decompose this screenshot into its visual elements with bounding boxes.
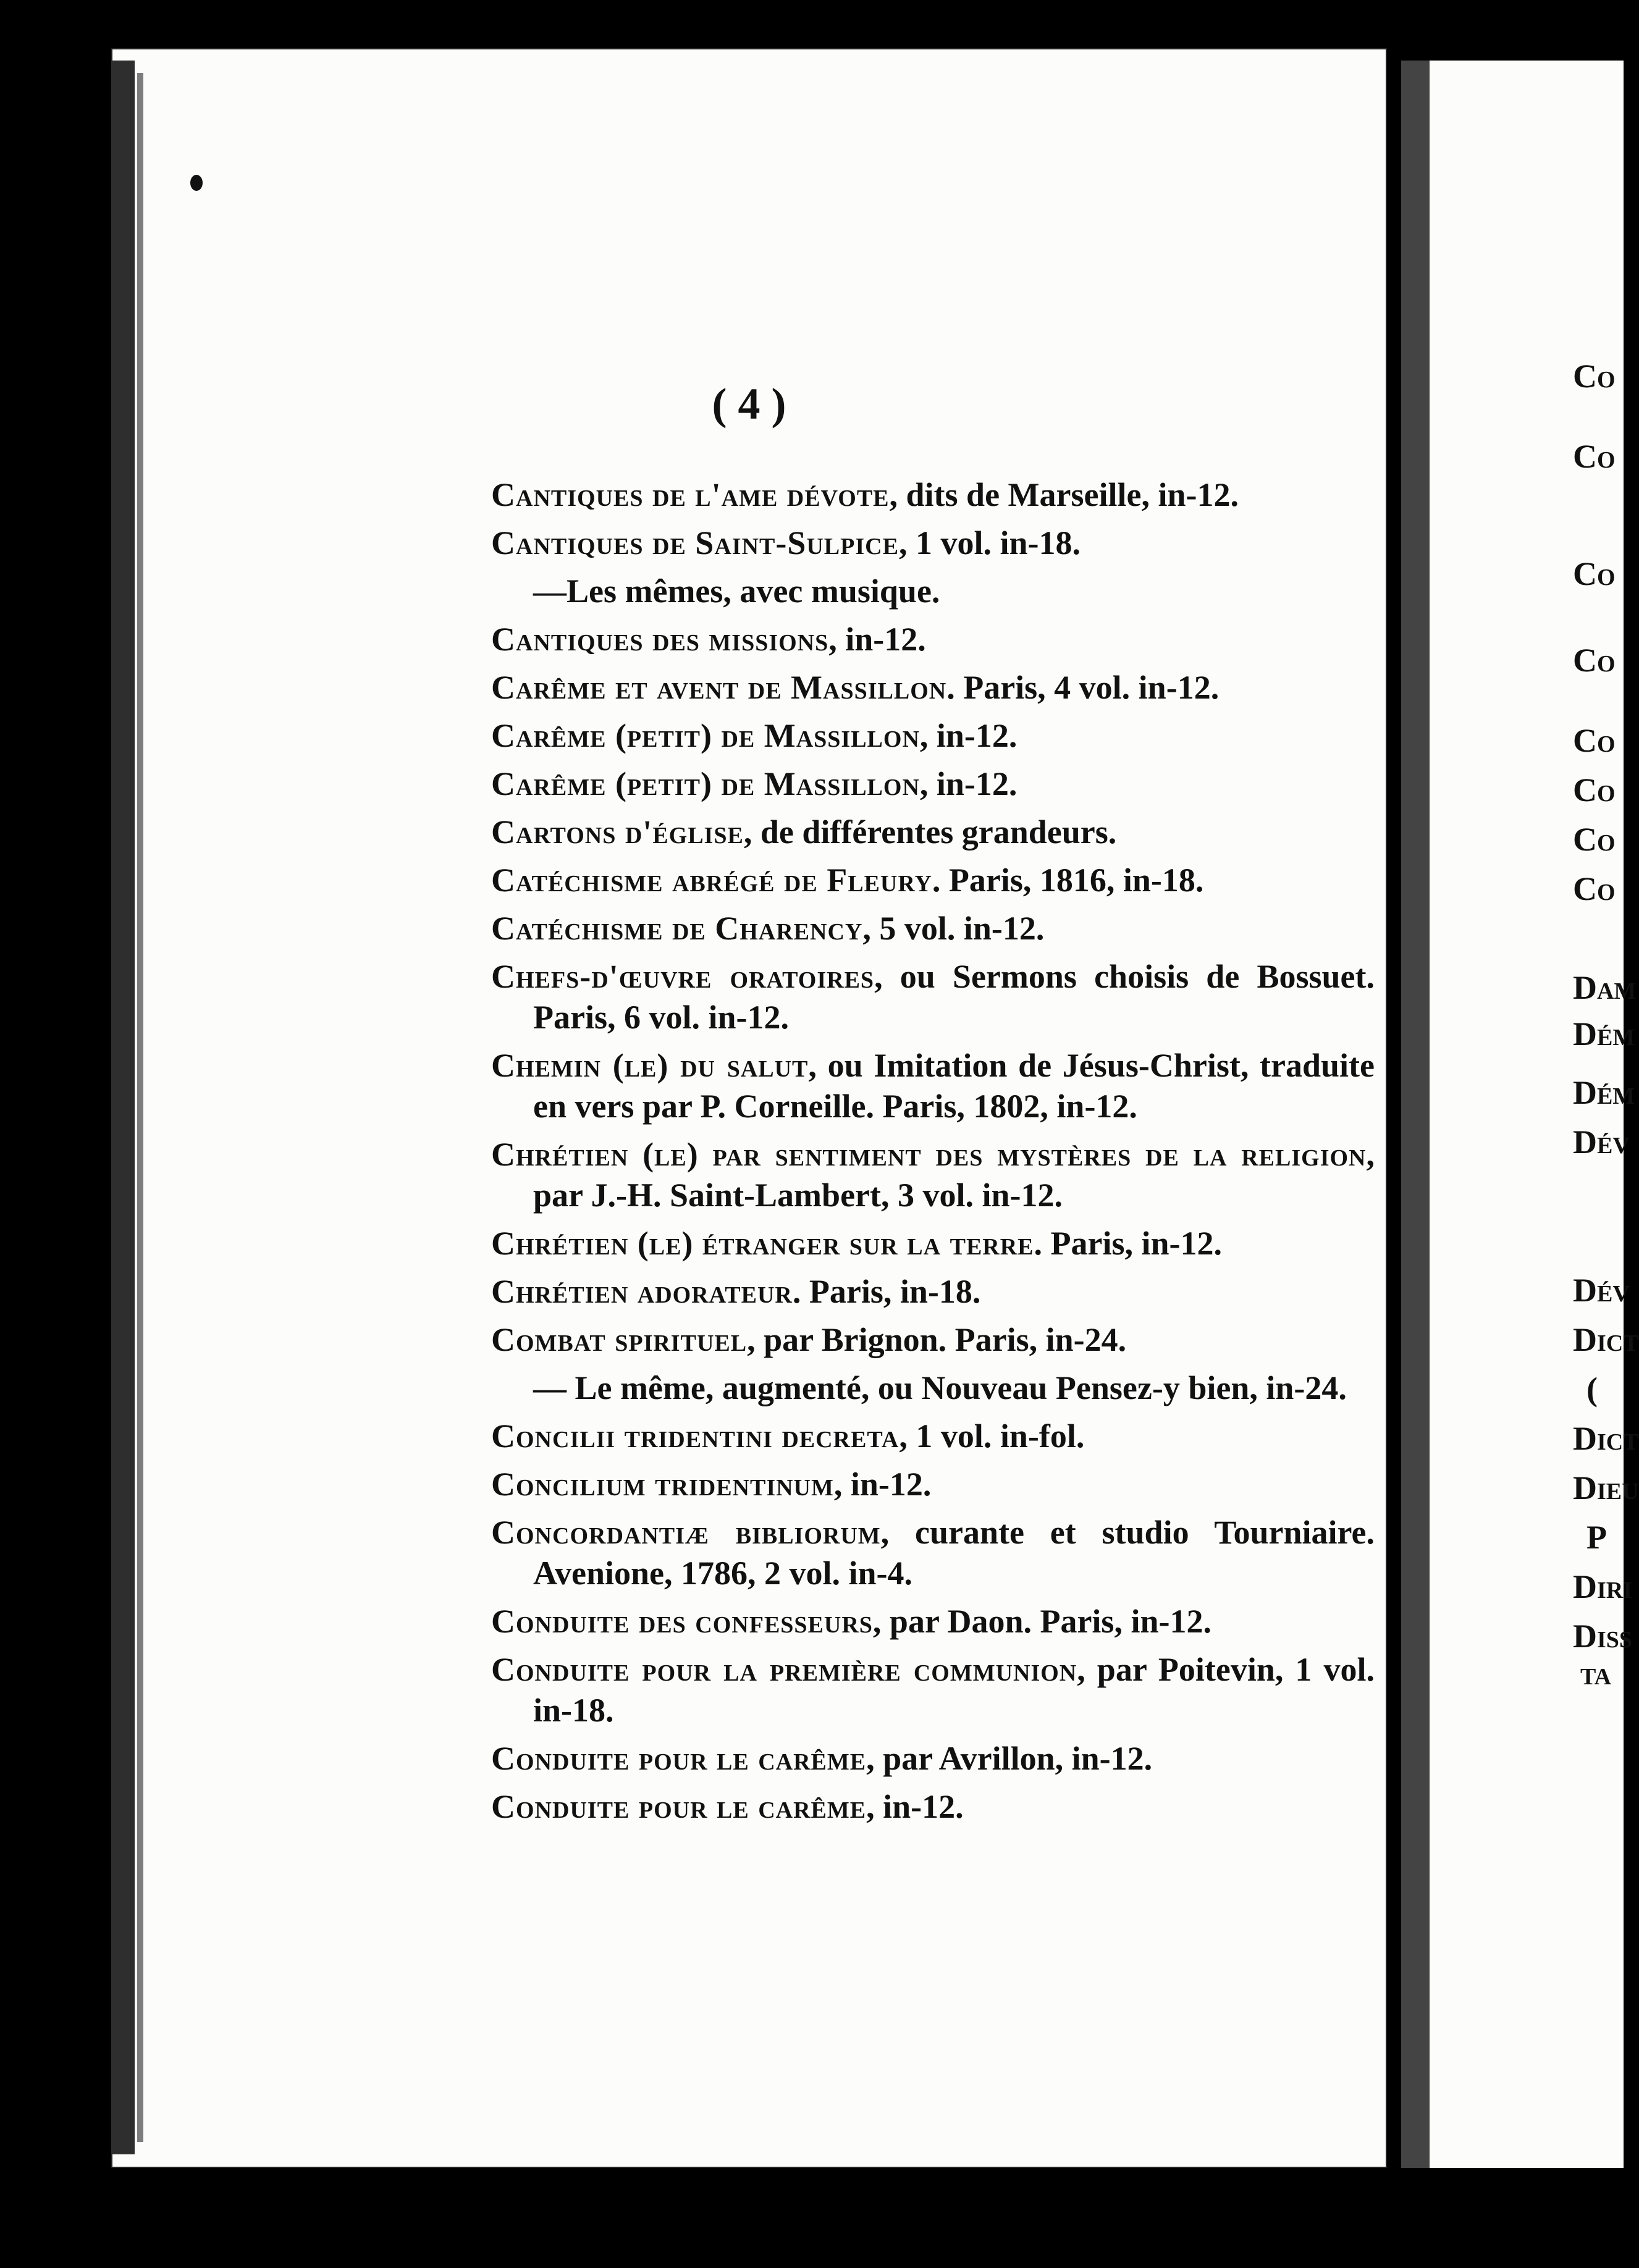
catalogue-entry — [491, 1271, 1375, 1312]
cropped-entry-start: Dict — [1573, 1420, 1639, 1457]
cropped-entry-start: Diss — [1573, 1618, 1633, 1655]
entry-title: Chrétien (le) par sentiment des mystères de la religion — [491, 1136, 1367, 1173]
entry-description: , par Daon. Paris, in-12. — [872, 1603, 1211, 1640]
catalogue-entry — [491, 908, 1375, 949]
page-number-header: ( 4 ) — [712, 379, 786, 429]
cropped-entry-start: Co — [1573, 555, 1616, 592]
entry-title: Concordantiæ bibliorum — [491, 1514, 881, 1551]
cropped-entry-start: Diri — [1573, 1568, 1633, 1605]
entry-description: , in-12. — [828, 621, 926, 658]
entry-description: , 5 vol. in-12. — [862, 910, 1045, 947]
entry-title: Conduite pour le carême — [491, 1740, 867, 1777]
entry-description: — Le même, augmenté, ou Nouveau Pensez-y bien, in-24. — [533, 1369, 1347, 1406]
entry-title: Concilium tridentinum — [491, 1466, 834, 1503]
catalogue-entry — [491, 1134, 1375, 1216]
catalogue-entry — [491, 667, 1375, 708]
entry-description: —Les mêmes, avec musique. — [533, 573, 940, 610]
cropped-entry-start: Co — [1573, 722, 1616, 759]
cropped-entry-start: Co — [1573, 642, 1616, 679]
entry-description: , par Brignon. Paris, in-24. — [747, 1321, 1127, 1358]
entry-title: Catéchisme de Charency — [491, 910, 863, 947]
entry-title: Cantiques de l'ame dévote — [491, 476, 890, 513]
entry-description: , in-12. — [919, 765, 1018, 802]
entry-description: , de différentes grandeurs. — [743, 813, 1117, 850]
cropped-entry-start: Dém — [1573, 1074, 1635, 1111]
catalogue-entry — [491, 1786, 1375, 1827]
catalogue-entry — [491, 1601, 1375, 1642]
entry-title: Chemin (le) du salut — [491, 1047, 809, 1084]
entry-description: , par Poitevin, 1 vol. in-18. — [533, 1651, 1375, 1729]
cropped-entry-start: Co — [1573, 358, 1616, 395]
page-gutter — [1401, 61, 1430, 2168]
entry-title: Carême et avent de Massillon — [491, 669, 947, 706]
catalogue-entry — [491, 571, 1375, 611]
entry-description: . Paris, in-18. — [792, 1273, 981, 1310]
catalogue-entry — [491, 812, 1375, 852]
cropped-entry-start: Dév — [1573, 1272, 1630, 1309]
catalogue-entry — [491, 1649, 1375, 1731]
entry-description: . Paris, in-12. — [1034, 1225, 1223, 1262]
catalogue-entry — [491, 1512, 1375, 1594]
entry-description: , curante et studio Tourniaire. Avenione, 1786, 2 vol. in-4. — [533, 1514, 1375, 1592]
catalogue-entry — [491, 763, 1375, 804]
catalogue-entry — [491, 860, 1375, 901]
entry-title: Chrétien adorateur — [491, 1273, 793, 1310]
catalogue-entries — [491, 474, 1375, 1834]
entry-description: , in-12. — [833, 1466, 932, 1503]
cropped-entry-start: Dieu — [1573, 1469, 1639, 1506]
cropped-entry-start: Co — [1573, 438, 1616, 475]
entry-description: , in-12. — [919, 717, 1018, 754]
catalogue-entry — [491, 1223, 1375, 1264]
catalogue-entry — [491, 1464, 1375, 1505]
entry-description: , par J.-H. Saint-Lambert, 3 vol. in-12. — [533, 1136, 1375, 1214]
catalogue-entry — [491, 523, 1375, 563]
cropped-entry-start: Co — [1573, 821, 1616, 858]
entry-description: , ou Sermons choisis de Bossuet. Paris, 6 vol. in-12. — [533, 958, 1375, 1036]
entry-title: Cartons d'église — [491, 813, 744, 850]
catalogue-entry — [491, 1738, 1375, 1779]
entry-description: . Paris, 4 vol. in-12. — [946, 669, 1220, 706]
cropped-entry-start: ( — [1586, 1371, 1598, 1408]
catalogue-entry — [491, 1367, 1375, 1408]
cropped-entry-start: Dict — [1573, 1321, 1639, 1358]
catalogue-entry — [491, 474, 1375, 515]
entry-description: , 1 vol. in-18. — [898, 524, 1081, 561]
cropped-entry-start: Dam — [1573, 969, 1637, 1006]
cropped-entry-start: Dém — [1573, 1015, 1635, 1052]
catalogue-entry — [491, 1416, 1375, 1456]
entry-title: Concilii tridentini decreta — [491, 1418, 900, 1455]
catalogue-entry — [491, 1045, 1375, 1127]
catalogue-entry — [491, 1319, 1375, 1360]
entry-title: Conduite pour le carême — [491, 1788, 867, 1825]
entry-description: , ou Imitation de Jésus-Christ, traduite en vers par P. Corneille. Paris, 1802, in-12. — [533, 1047, 1375, 1125]
entry-title: Catéchisme abrégé de Fleury — [491, 862, 932, 899]
entry-title: Carême (petit) de Massillon — [491, 765, 920, 802]
entry-title: Chefs-d'œuvre oratoires — [491, 958, 875, 995]
entry-description: , dits de Marseille, in-12. — [889, 476, 1239, 513]
entry-title: Conduite pour la première communion — [491, 1651, 1077, 1688]
catalogue-entry — [491, 715, 1375, 756]
page-spine-shadow — [111, 61, 135, 2154]
ink-spot — [190, 175, 203, 191]
entry-description: , in-12. — [866, 1788, 964, 1825]
cropped-entry-start: P — [1586, 1519, 1607, 1556]
book-page-right-fragment — [1401, 61, 1639, 2168]
cropped-entry-start: Co — [1573, 771, 1616, 808]
entry-description: , 1 vol. in-fol. — [899, 1418, 1085, 1455]
entry-description: . Paris, 1816, in-18. — [932, 862, 1204, 899]
cropped-entry-start: ta — [1580, 1655, 1611, 1692]
cropped-entry-start: Dév — [1573, 1124, 1630, 1161]
entry-title: Cantiques de Saint-Sulpice — [491, 524, 899, 561]
book-page-left — [111, 48, 1387, 2168]
entry-description: , par Avrillon, in-12. — [866, 1740, 1153, 1777]
catalogue-entry — [491, 956, 1375, 1038]
entry-title: Chrétien (le) étranger sur la terre — [491, 1225, 1034, 1262]
entry-title: Conduite des confesseurs — [491, 1603, 873, 1640]
entry-title: Cantiques des missions — [491, 621, 829, 658]
cropped-entry-start: Co — [1573, 870, 1616, 907]
entry-title: Combat spirituel — [491, 1321, 748, 1358]
entry-title: Carême (petit) de Massillon — [491, 717, 920, 754]
catalogue-entry — [491, 619, 1375, 660]
